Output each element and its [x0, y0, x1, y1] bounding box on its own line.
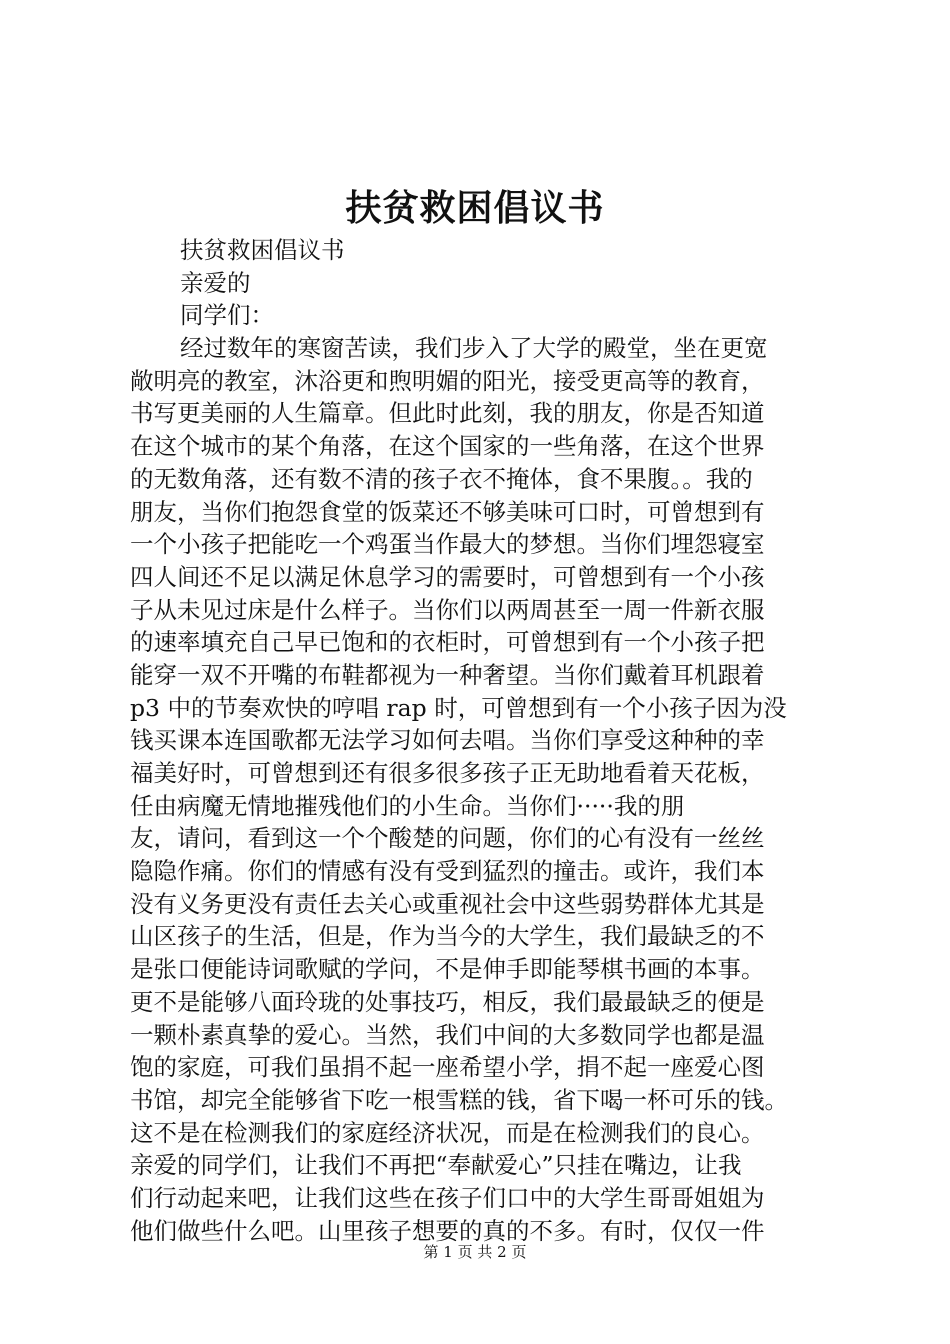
body-line: 的速率填充自己早已饱和的衣柜时，可曾想到有一个小孩子把 [130, 628, 765, 657]
body-line: 是张口便能诗词歌赋的学问，不是伸手即能琴棋书画的本事。 [130, 955, 765, 984]
body-line: 福美好时，可曾想到还有很多很多孩子正无助地看着天花板， [130, 759, 765, 787]
body-line: 在这个城市的某个角落，在这个国家的一些角落，在这个世界 [130, 432, 765, 461]
body-line: 他们做些什么吧。山里孩子想要的真的不多。有时，仅仅一件 [130, 1216, 765, 1245]
body-line: 任由病魔无情地摧残他们的小生命。当你们·····我的朋 [130, 791, 685, 820]
body-line: 子从未见过床是什么样子。当你们以两周甚至一周一件新衣服 [130, 595, 765, 624]
body-line: 一个小孩子把能吃一个鸡蛋当作最大的梦想。当你们埋怨寝室 [130, 530, 765, 559]
document-title: 扶贫救困倡议书 [345, 187, 605, 229]
body-line: 亲爱的同学们，让我们不再把“奉献爱心”只挂在嘴边，让我 [130, 1151, 742, 1180]
body-line: 隐隐作痛。你们的情感有没有受到猛烈的撞击。或许，我们本 [130, 857, 765, 886]
body-line: 书馆，却完全能够省下吃一根雪糕的钱，省下喝一杯可乐的钱。 [130, 1085, 788, 1114]
body-line: 更不是能够八面玲珑的处事技巧，相反，我们最最缺乏的便是 [130, 987, 765, 1016]
body-line: 朋友，当你们抱怨食堂的饭菜还不够美味可口时，可曾想到有 [130, 497, 765, 526]
body-line: 这不是在检测我们的家庭经济状况，而是在检测我们的良心。 [130, 1118, 765, 1147]
body-line: p3 中的节奏欢快的哼唱 rap 时，可曾想到有一个小孩子因为没 [130, 693, 787, 722]
body-line: 友，请问，看到这一个个酸楚的问题，你们的心有没有一丝丝 [130, 824, 765, 853]
body-line: 经过数年的寒窗苦读，我们步入了大学的殿堂，坐在更宽 [180, 334, 768, 363]
body-line: 山区孩子的生活，但是，作为当今的大学生，我们最缺乏的不 [130, 922, 765, 951]
document-body [130, 234, 834, 1247]
body-line: 能穿一双不开嘴的布鞋都视为一种奢望。当你们戴着耳机跟着 [130, 660, 765, 689]
body-line: 饱的家庭，可我们虽捐不起一座希望小学，捐不起一座爱心图 [130, 1053, 765, 1082]
body-line: 同学们： [180, 301, 274, 330]
body-line: 书写更美丽的人生篇章。但此时此刻，我的朋友，你是否知道 [130, 399, 765, 428]
body-line: 敞明亮的教室，沐浴更和煦明媚的阳光，接受更高等的教育， [130, 366, 765, 395]
body-line: 钱买课本连国歌都无法学习如何去唱。当你们享受这种种的幸 [130, 726, 765, 755]
page-footer: 第 1 页 共 2 页 [423, 1243, 527, 1261]
body-line: 们行动起来吧，让我们这些在孩子们口中的大学生哥哥姐姐为 [130, 1183, 765, 1212]
body-line: 扶贫救困倡议书 [180, 236, 345, 264]
body-line: 没有义务更没有责任去关心或重视社会中这些弱势群体尤其是 [130, 889, 765, 918]
body-line: 的无数角落，还有数不清的孩子衣不掩体，食不果腹。。我的 [130, 464, 753, 493]
body-line: 一颗朴素真挚的爱心。当然，我们中间的大多数同学也都是温 [130, 1020, 765, 1049]
body-line: 亲爱的 [180, 268, 251, 297]
body-line: 四人间还不足以满足休息学习的需要时，可曾想到有一个小孩 [130, 562, 765, 591]
